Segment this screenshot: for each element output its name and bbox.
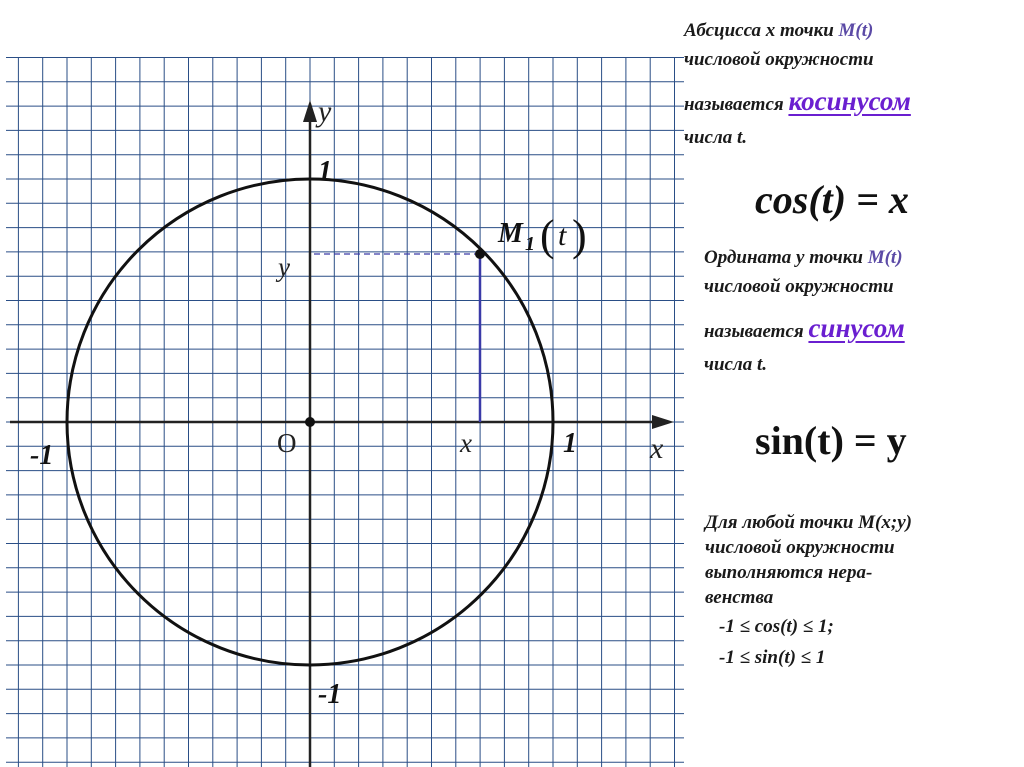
point-m1-t: t [558, 219, 567, 252]
cosine-term: косинусом [788, 85, 911, 116]
cosine-def-line2: числовой окружности [684, 49, 874, 71]
point-m1-lparen: ( [540, 211, 555, 260]
sin-inequality: -1 ≤ sin(t) ≤ 1 [719, 647, 826, 669]
y-axis-arrow [303, 100, 317, 122]
origin-label: O [277, 428, 297, 458]
origin-point [305, 417, 315, 427]
cosine-definition [684, 16, 1014, 152]
sine-def-line2: числовой окружности [704, 276, 894, 298]
sine-def-line3 [704, 308, 1024, 350]
sine-definition [704, 243, 1024, 379]
cosine-def-line3 [684, 81, 1014, 123]
point-m1-subscript: 1 [525, 233, 535, 255]
x-axis-arrow [652, 415, 674, 429]
sine-def-point: M(t) [867, 247, 903, 268]
grid-lines [6, 58, 684, 767]
cosine-formula: cos(t) = x [755, 177, 909, 222]
label-one-y: 1 [318, 156, 332, 187]
sine-def-line3-text: называется [704, 320, 809, 342]
label-one-x: 1 [563, 428, 577, 459]
cosine-def-line3-text: называется [684, 93, 789, 115]
inequality-note [705, 510, 1024, 670]
label-neg-one-y: -1 [318, 679, 342, 710]
sine-term: синусом [808, 312, 905, 343]
point-m1-label [497, 211, 587, 260]
point-m1-letter: M [498, 218, 523, 249]
cosine-def-point: M(t) [838, 20, 874, 41]
sine-formula: sin(t) = y [755, 418, 907, 463]
sine-def-line4: числа t. [704, 353, 768, 375]
sine-def-line1 [704, 243, 1024, 272]
point-m1-rparen: ) [572, 211, 587, 260]
cos-inequality: -1 ≤ cos(t) ≤ 1; [719, 616, 834, 638]
cosine-def-line1-text: Абсцисса x точки [684, 20, 839, 41]
note-line2: числовой окружности [705, 537, 895, 559]
cosine-def-line4: числа t. [684, 126, 748, 148]
proj-x-label: x [460, 428, 472, 458]
cosine-def-line1 [684, 16, 1014, 45]
note-line1: Для любой точки M(x;y) [705, 512, 912, 533]
label-neg-one-x: -1 [30, 440, 54, 471]
note-line3: выполняются нера- [705, 562, 873, 584]
y-axis-label: y [318, 95, 332, 128]
x-axis-label: x [650, 432, 664, 465]
sine-def-line1-text: Ордината y точки [704, 247, 868, 268]
proj-y-label: y [278, 252, 290, 282]
point-m1 [475, 249, 485, 259]
note-line4: венства [705, 587, 774, 609]
